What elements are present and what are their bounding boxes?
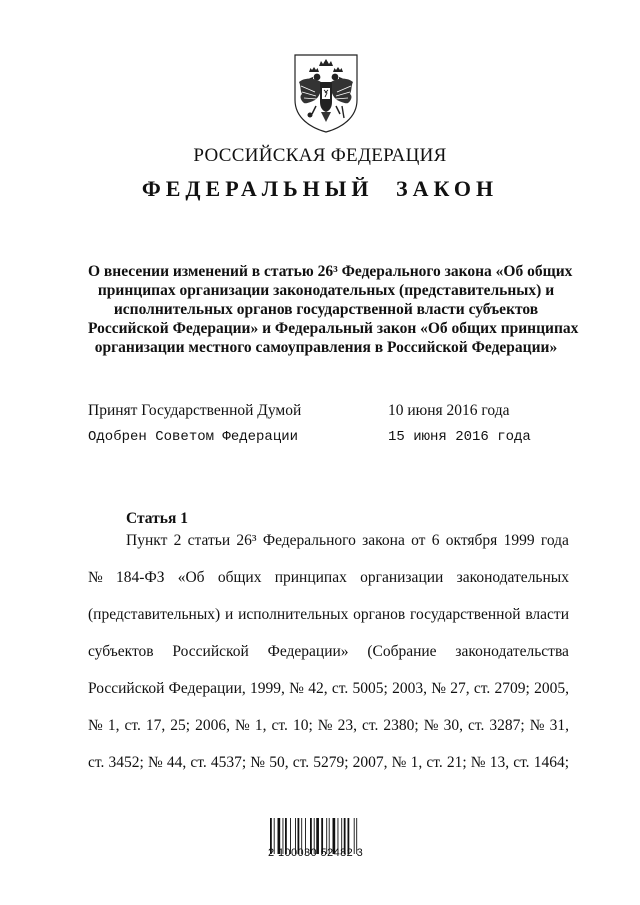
article-word: законодательных (456, 569, 569, 586)
country-name: РОССИЙСКАЯ ФЕДЕРАЦИЯ (193, 145, 447, 166)
article-word: 31, (549, 717, 569, 734)
article-word: статьи (187, 532, 231, 549)
article-word: Федерального (262, 532, 356, 549)
article-body-line (88, 707, 569, 744)
article-word: 2006, (195, 717, 231, 734)
article-word: 2 (173, 532, 182, 549)
law-title-line: принципах организации законодательных (представительных) и (97, 282, 555, 299)
article-word: года (540, 532, 569, 549)
article-body-line (88, 633, 569, 670)
article-word: 2005, (534, 680, 569, 697)
article-word: субъектов (88, 643, 154, 660)
duma-adoption-label: Принят Государственной Думой (88, 402, 302, 419)
article-word: ст. (331, 680, 349, 697)
article-word: ст. (513, 754, 530, 771)
article-word: 5279; (313, 754, 349, 771)
article-word: № (470, 754, 486, 771)
article-word: ст. (88, 754, 105, 771)
law-type-heading: ФЕДЕРАЛЬНЫЙ ЗАКОН (141, 176, 499, 201)
article-word: 4537; (210, 754, 247, 771)
article-word: № (147, 754, 163, 771)
article-word: Пункт (126, 532, 168, 549)
article-body-line (88, 744, 569, 781)
article-word: 13, (489, 754, 510, 771)
article-word: 44, (166, 754, 187, 771)
article-word: 23, (337, 717, 357, 734)
council-approval-label: Одобрен Советом Федерации (88, 429, 299, 445)
council-approval-date: 15 июня 2016 года (388, 429, 531, 445)
article-word: 184-ФЗ (116, 569, 165, 586)
article-word: организации (360, 569, 444, 586)
article-body (88, 522, 569, 781)
law-title-line: организации местного самоуправления в Российской Федерации» (94, 339, 558, 356)
article-word: 17, (145, 717, 166, 734)
article-word: ст. (426, 754, 443, 771)
article-word: общих (217, 569, 262, 586)
article-word: принципах (274, 569, 347, 586)
article-word: власти (525, 606, 569, 623)
article-word: Российской (172, 643, 249, 660)
article-word: 3287; (489, 717, 525, 734)
article-word: 2007, (352, 754, 388, 771)
article-word: 27, (450, 680, 470, 697)
article-word: 42, (308, 680, 328, 697)
article-word: № (289, 680, 304, 697)
article-word: государственной (410, 606, 521, 623)
article-word: 1999, (250, 680, 285, 697)
article-word: ст. (190, 754, 207, 771)
article-word: ст. (362, 717, 379, 734)
article-word: ст. (271, 717, 288, 734)
article-word: 2380; (383, 717, 419, 734)
article-word: 2003, (392, 680, 427, 697)
article-body-line (88, 522, 569, 559)
article-word: 1, (410, 754, 423, 771)
article-word: закона (362, 532, 405, 549)
law-title-line: Российской Федерации» и Федеральный закон «Об общих принципах (88, 320, 579, 337)
article-word: (Собрание (367, 643, 437, 660)
article-word: 1999 (503, 532, 535, 549)
article-word: ст. (292, 754, 310, 771)
article-word: 2709; (494, 680, 530, 697)
article-word: № (391, 754, 407, 771)
barcode-number: 2 100030 52482 3 (268, 847, 364, 859)
article-word: ст. (468, 717, 485, 734)
russian-coat-of-arms-icon (291, 52, 361, 134)
article-word: 10; (292, 717, 313, 734)
article-word: 25; (170, 717, 191, 734)
law-title-line: исполнительных органов государственной власти субъектов (113, 301, 539, 318)
article-word: № (235, 717, 250, 734)
article-word: 21; (446, 754, 467, 771)
article-word: № (88, 569, 103, 586)
article-body-line (88, 596, 569, 633)
law-title (88, 262, 579, 357)
law-title-line: О внесении изменений в статью 26³ Федерального закона «Об общих (88, 263, 573, 280)
article-word: 26³ (236, 532, 257, 549)
article-word: и (224, 606, 234, 623)
article-word: 1464; (533, 754, 569, 771)
article-word: 30, (443, 717, 463, 734)
article-word: от (411, 532, 426, 549)
article-word: № (317, 717, 333, 734)
article-word: ст. (124, 717, 141, 734)
article-word: № (88, 717, 103, 734)
article-body-line (88, 670, 569, 707)
article-word: ст. (473, 680, 491, 697)
article-word: 6 (431, 532, 440, 549)
article-word: органов (353, 606, 406, 623)
council-approval-row (88, 429, 568, 449)
article-word: № (431, 680, 446, 697)
article-word: законодательства (455, 643, 569, 660)
article-word: Федерации, (168, 680, 246, 697)
article-word: Федерации» (267, 643, 349, 660)
article-word: 1, (254, 717, 267, 734)
article-word: 5005; (352, 680, 388, 697)
article-word: исполнительных (238, 606, 349, 623)
article-word: № (423, 717, 439, 734)
article-body-line (88, 559, 569, 596)
article-word: октября (445, 532, 498, 549)
article-word: «Об (177, 569, 205, 586)
article-word: 1, (107, 717, 120, 734)
article-word: Российской (88, 680, 165, 697)
article-word: № (250, 754, 266, 771)
article-word: 3452; (108, 754, 144, 771)
article-word: № (529, 717, 545, 734)
article-word: (представительных) (88, 606, 221, 623)
barcode-icon (268, 808, 388, 868)
duma-adoption-row (88, 402, 568, 422)
duma-adoption-date: 10 июня 2016 года (388, 402, 510, 419)
article-heading: Статья 1 (126, 510, 188, 527)
article-word: 50, (269, 754, 289, 771)
